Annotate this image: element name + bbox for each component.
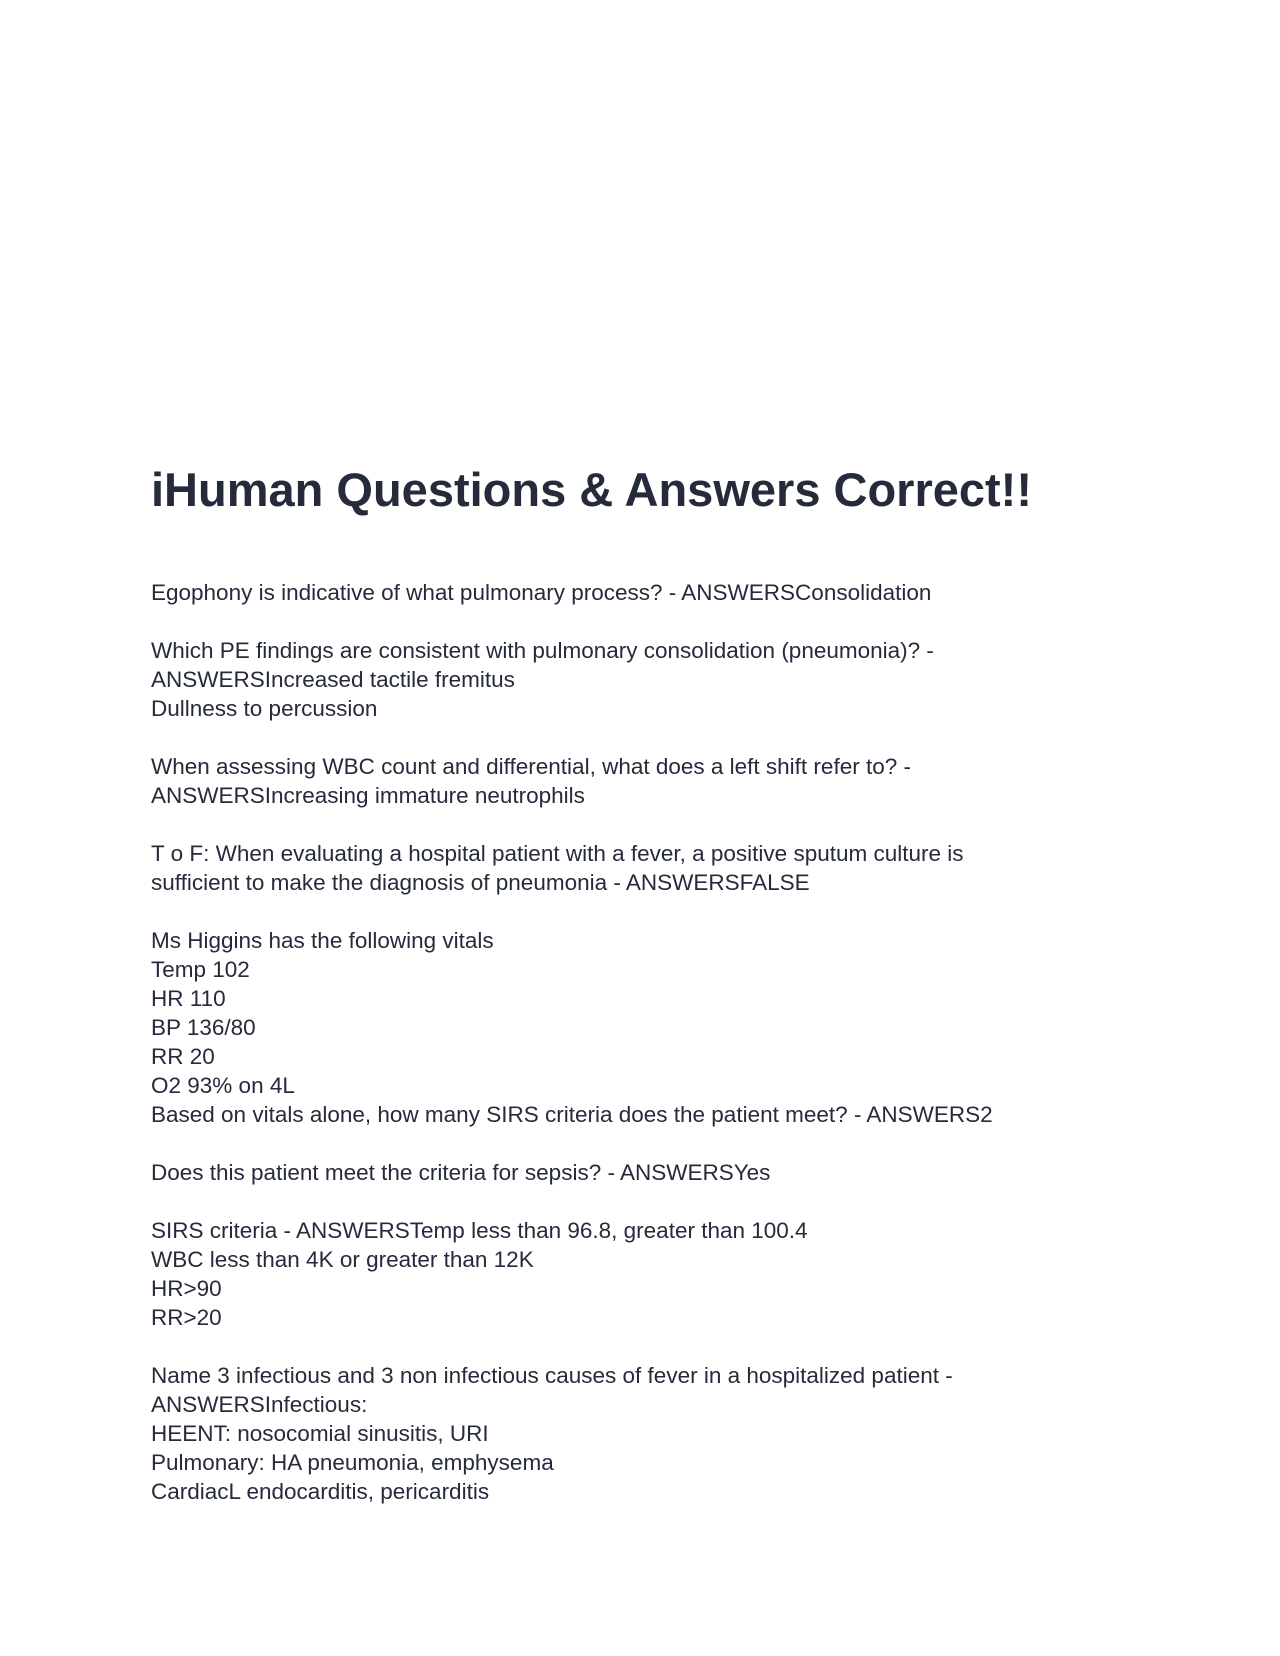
qa-line: CardiacL endocarditis, pericarditis: [151, 1479, 490, 1504]
qa-line: Based on vitals alone, how many SIRS criteria does the patient meet? - ANSWERS2: [151, 1102, 993, 1127]
qa-line: sufficient to make the diagnosis of pneumonia - ANSWERSFALSE: [151, 870, 810, 895]
qa-item: [151, 578, 1151, 607]
qa-line: RR>20: [151, 1305, 222, 1330]
qa-line: ANSWERSIncreased tactile fremitus: [151, 667, 515, 692]
qa-line: ANSWERSIncreasing immature neutrophils: [151, 783, 585, 808]
qa-line: When assessing WBC count and differential, what does a left shift refer to? -: [151, 754, 911, 779]
qa-line: HR 110: [151, 986, 226, 1011]
qa-line: Dullness to percussion: [151, 696, 378, 721]
qa-line: RR 20: [151, 1044, 215, 1069]
qa-line: Ms Higgins has the following vitals: [151, 928, 494, 953]
qa-line: Egophony is indicative of what pulmonary process? - ANSWERSConsolidation: [151, 580, 932, 605]
qa-line: HEENT: nosocomial sinusitis, URI: [151, 1421, 489, 1446]
qa-line: WBC less than 4K or greater than 12K: [151, 1247, 534, 1272]
document-title: iHuman Questions & Answers Correct!!: [151, 463, 1032, 516]
document-body: [151, 578, 1151, 1535]
qa-line: BP 136/80: [151, 1015, 256, 1040]
qa-line: T o F: When evaluating a hospital patient with a fever, a positive sputum culture is: [151, 841, 964, 866]
qa-line: Which PE findings are consistent with pulmonary consolidation (pneumonia)? -: [151, 638, 934, 663]
qa-line: Pulmonary: HA pneumonia, emphysema: [151, 1450, 554, 1475]
qa-line: HR>90: [151, 1276, 222, 1301]
qa-line: ANSWERSInfectious:: [151, 1392, 368, 1417]
qa-item: [151, 1216, 1151, 1332]
qa-item: [151, 752, 1151, 810]
qa-item: [151, 1361, 1151, 1506]
qa-item: [151, 839, 1151, 897]
qa-line: Does this patient meet the criteria for sepsis? - ANSWERSYes: [151, 1160, 771, 1185]
qa-item: [151, 636, 1151, 723]
qa-item: [151, 1158, 1151, 1187]
qa-line: Temp 102: [151, 957, 250, 982]
qa-item: [151, 926, 1151, 1129]
qa-line: Name 3 infectious and 3 non infectious causes of fever in a hospitalized patient -: [151, 1363, 953, 1388]
qa-line: O2 93% on 4L: [151, 1073, 295, 1098]
qa-line: SIRS criteria - ANSWERSTemp less than 96.8, greater than 100.4: [151, 1218, 808, 1243]
